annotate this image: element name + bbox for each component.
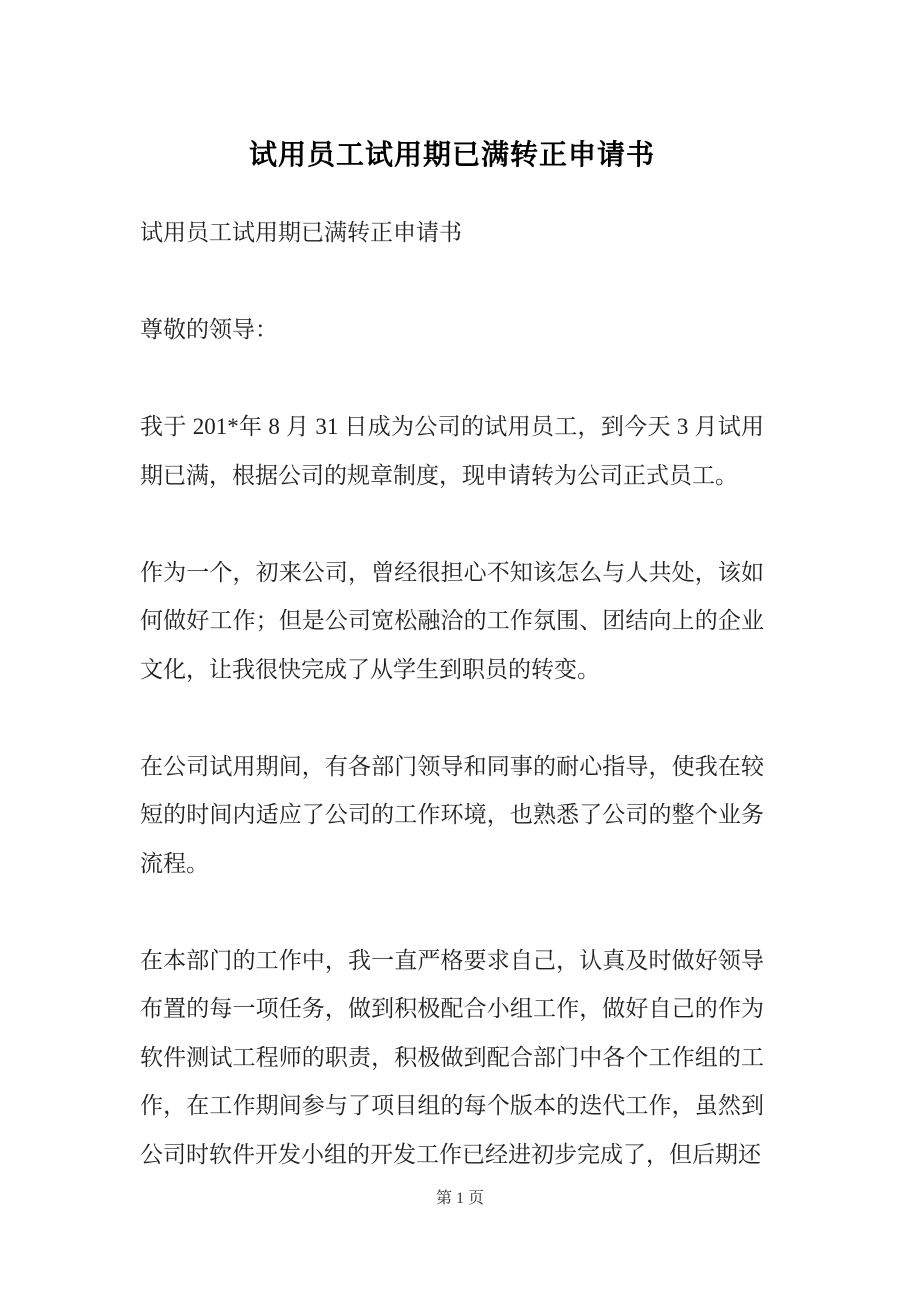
text-line: 布置的每一项任务，做到积极配合小组工作，做好自己的作为 xyxy=(140,996,764,1021)
text-line: 期已满，根据公司的规章制度，现申请转为公司正式员工。 xyxy=(140,462,738,488)
text-line: 我于 201*年 8 月 31 日成为公司的试用员工，到今天 3 月试用 xyxy=(140,414,764,439)
text-line: 软件测试工程师的职责，积极做到配合部门中各个工作组的工 xyxy=(140,1044,764,1070)
text-line: 作，在工作期间参与了项目组的每个版本的迭代工作，虽然到 xyxy=(140,1093,764,1118)
paragraph-subtitle xyxy=(140,209,764,258)
page-footer xyxy=(0,1188,920,1210)
text-line: 试用员工试用期已满转正申请书 xyxy=(140,220,462,245)
text-line: 文化，让我很快完成了从学生到职员的转变。 xyxy=(140,656,600,682)
text-line: 尊敬的领导： xyxy=(140,317,278,342)
paragraph-body xyxy=(140,743,764,889)
text-line: 在公司试用期间，有各部门领导和同事的耐心指导，使我在较 xyxy=(140,753,764,779)
document-body xyxy=(140,209,764,1179)
text-line: 何做好工作；但是公司宽松融洽的工作氛围、团结向上的企业 xyxy=(140,608,764,633)
text-line: 流程。 xyxy=(140,850,209,876)
paragraph-salutation xyxy=(140,306,764,355)
text-line: 在本部门的工作中，我一直严格要求自己，认真及时做好领导 xyxy=(140,947,764,973)
paragraph-body xyxy=(140,549,764,695)
text-line: 作为一个，初来公司，曾经很担心不知该怎么与人共处，该如 xyxy=(140,559,764,585)
paragraph-body xyxy=(140,937,764,1180)
document-title: 试用员工试用期已满转正申请书 xyxy=(248,139,655,170)
text-line: 短的时间内适应了公司的工作环境，也熟悉了公司的整个业务 xyxy=(140,802,764,827)
page-number: 第 1 页 xyxy=(435,1190,484,1207)
paragraph-body xyxy=(140,403,764,500)
text-line: 公司时软件开发小组的开发工作已经进初步完成了，但后期还 xyxy=(140,1141,761,1167)
